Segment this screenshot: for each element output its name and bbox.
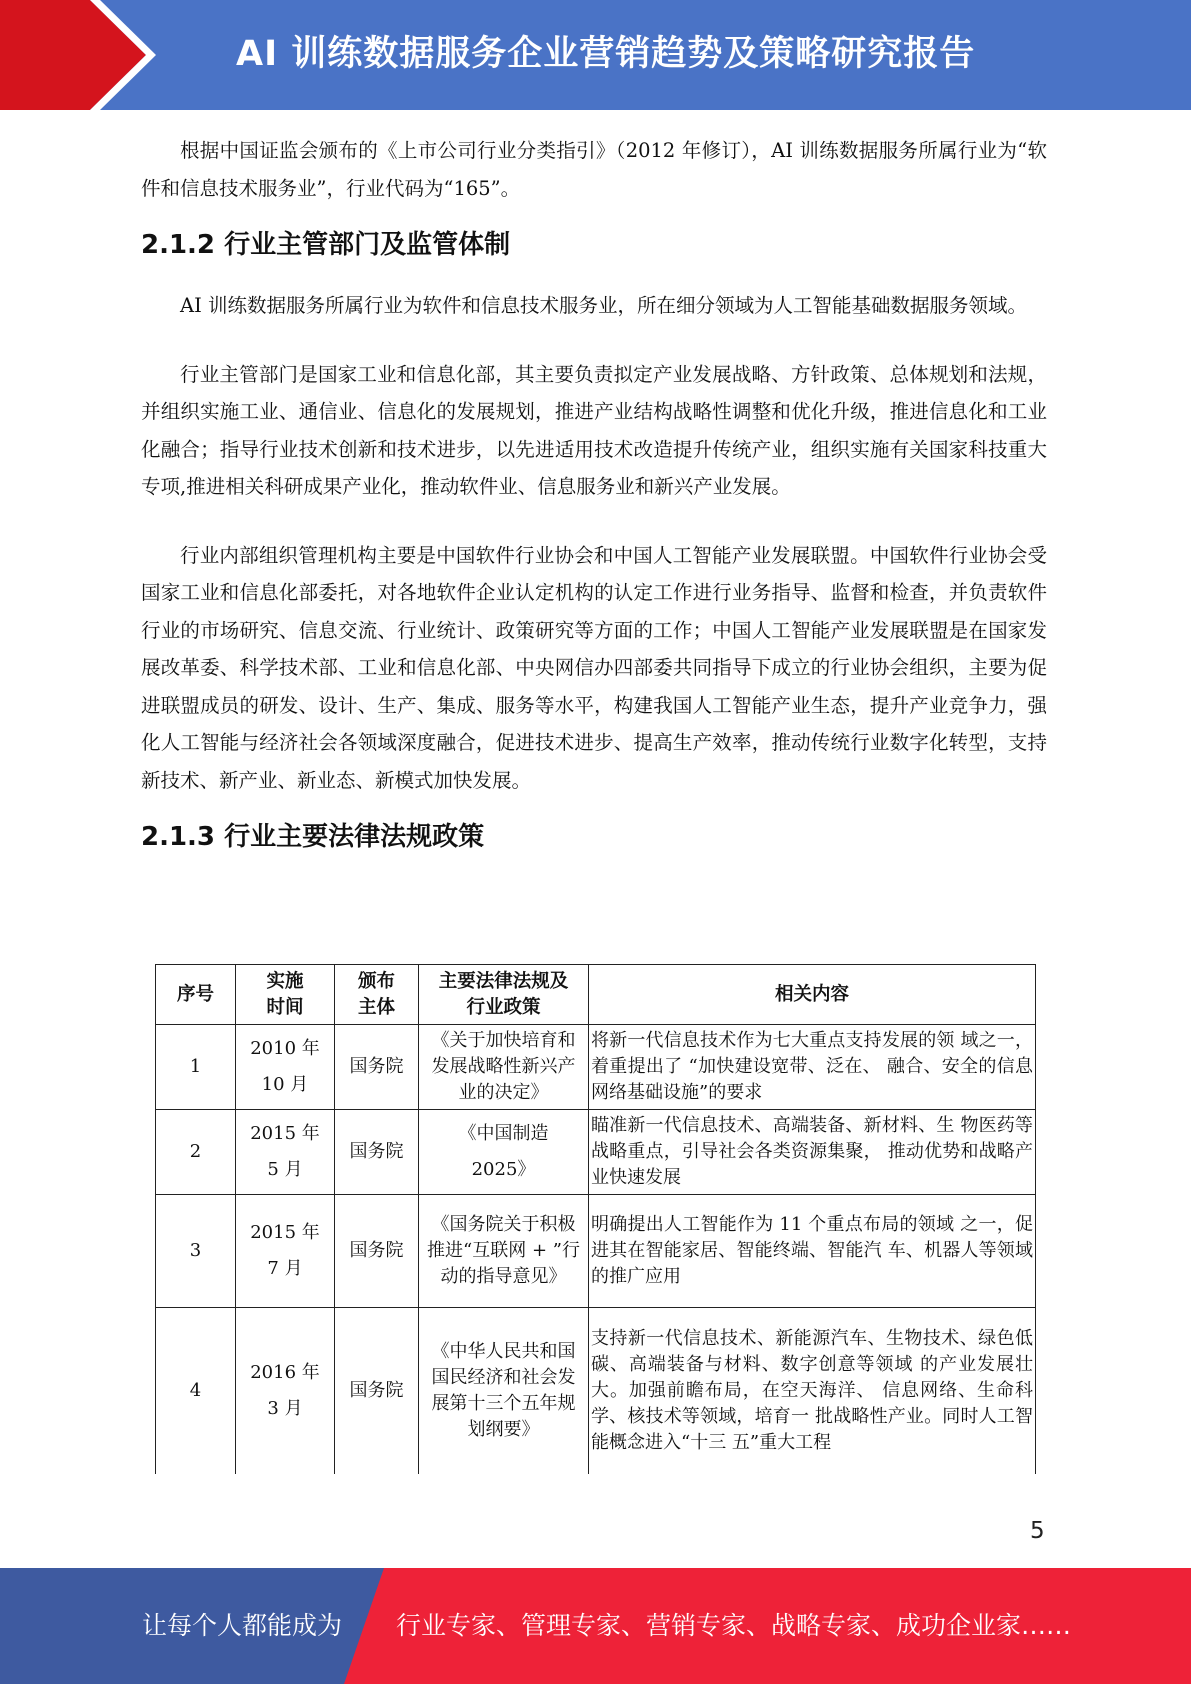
- cell-date: 2016 年 3 月: [236, 1308, 335, 1475]
- page-number: 5: [1030, 1518, 1045, 1544]
- footer-slogan-right: 行业专家、管理专家、营销专家、战略专家、成功企业家……: [396, 1611, 1072, 1640]
- table-header-row: [156, 965, 1036, 1025]
- header-chevron-icon: [0, 0, 160, 110]
- cell-policy: 《中国制造 2025》: [419, 1110, 589, 1195]
- cell-no: 3: [156, 1195, 236, 1308]
- section-heading-2-1-2: 2.1.2 行业主管部门及监管体制: [141, 230, 511, 260]
- cell-date: 2015 年 5 月: [236, 1110, 335, 1195]
- header-issuer: 颁布 主体: [335, 965, 419, 1025]
- footer-slogan-left: 让每个人都能成为: [142, 1611, 343, 1640]
- cell-content: 将新一代信息技术作为七大重点支持发展的领 域之一，着重提出了 “加快建设宽带、泛在、 融合、安全的信息网络基础设施”的要求: [589, 1025, 1036, 1110]
- paragraph-authority: 行业主管部门是国家工业和信息化部，其主要负责拟定产业发展战略、方针政策、总体规划和法规，并组织实施工业、通信业、信息化的发展规划，推进产业结构战略性调整和优化升级，推进信息化和工业化融合；指导行业技术创新和技术进步，以先进适用技术改造提升传统产业，组织实施有关国家科技重大专项,推进相关科研成果产业化，推动软件业、信息服务业和新兴产业发展。: [141, 362, 1047, 498]
- cell-issuer: 国务院: [335, 1025, 419, 1110]
- cell-no: 1: [156, 1025, 236, 1110]
- page-header: [0, 0, 1191, 110]
- cell-policy: 《国务院关于积极推进“互联网 + ”行动的指导意见》: [419, 1195, 589, 1308]
- page-footer: [0, 1568, 1191, 1684]
- cell-no: 4: [156, 1308, 236, 1475]
- paragraph-associations: 行业内部组织管理机构主要是中国软件行业协会和中国人工智能产业发展联盟。中国软件行业协会受国家工业和信息化部委托，对各地软件企业认定机构的认定工作进行业务指导、监督和检查，并负责软件行业的市场研究、信息交流、行业统计、政策研究等方面的工作；中国人工智能产业发展联盟是在国家发展改革委、科学技术部、工业和信息化部、中央网信办四部委共同指导下成立的行业协会组织，主要为促进联盟成员的研发、设计、生产、集成、服务等水平，构建我国人工智能产业生态，提升产业竞争力，强化人工智能与经济社会各领域深度融合，促进技术进步、提高生产效率，推动传统行业数字化转型，支持新技术、新产业、新业态、新模式加快发展。: [141, 543, 1047, 792]
- cell-date: 2015 年 7 月: [236, 1195, 335, 1308]
- table-row: [156, 1110, 1036, 1195]
- section-heading-2-1-3: 2.1.3 行业主要法律法规政策: [141, 822, 485, 852]
- cell-policy: 《关于加快培育和发展战略性新兴产业的决定》: [419, 1025, 589, 1110]
- cell-issuer: 国务院: [335, 1195, 419, 1308]
- table-row: [156, 1308, 1036, 1475]
- cell-issuer: 国务院: [335, 1308, 419, 1475]
- intro-paragraph: 根据中国证监会颁布的《上市公司行业分类指引》（2012 年修订），AI 训练数据服务所属行业为“软件和信息技术服务业”，行业代码为“165”。: [141, 139, 1047, 200]
- report-title: AI 训练数据服务企业营销趋势及策略研究报告: [236, 34, 976, 74]
- header-policy: 主要法律法规及 行业政策: [419, 965, 589, 1025]
- cell-content: 瞄准新一代信息技术、高端装备、新材料、生 物医药等战略重点，引导社会各类资源集聚， 推动优势和战略产业快速发展: [589, 1110, 1036, 1195]
- header-date: 实施 时间: [236, 965, 335, 1025]
- header-content: 相关内容: [589, 965, 1036, 1025]
- cell-date: 2010 年 10 月: [236, 1025, 335, 1110]
- cell-policy: 《中华人民共和国国民经济和社会发展第十三个五年规划纲要》: [419, 1308, 589, 1475]
- cell-content: 支持新一代信息技术、新能源汽车、生物技术、绿色低碳、高端装备与材料、数字创意等领域 的产业发展壮大。加强前瞻布局，在空天海洋、 信息网络、生命科学、核技术等领域，培育一 批战略性产业。同时人工智能概念进入“十三 五”重大工程: [589, 1308, 1036, 1475]
- page-content: [141, 132, 1047, 857]
- header-no: 序号: [156, 965, 236, 1025]
- cell-issuer: 国务院: [335, 1110, 419, 1195]
- table-row: [156, 1025, 1036, 1110]
- policy-table: [155, 964, 1036, 1474]
- paragraph-industry: AI 训练数据服务所属行业为软件和信息技术服务业，所在细分领域为人工智能基础数据服务领域。: [180, 294, 1027, 317]
- table-row: [156, 1195, 1036, 1308]
- cell-no: 2: [156, 1110, 236, 1195]
- cell-content: 明确提出人工智能作为 11 个重点布局的领域 之一，促进其在智能家居、智能终端、智能汽 车、机器人等领域的推广应用: [589, 1195, 1036, 1308]
